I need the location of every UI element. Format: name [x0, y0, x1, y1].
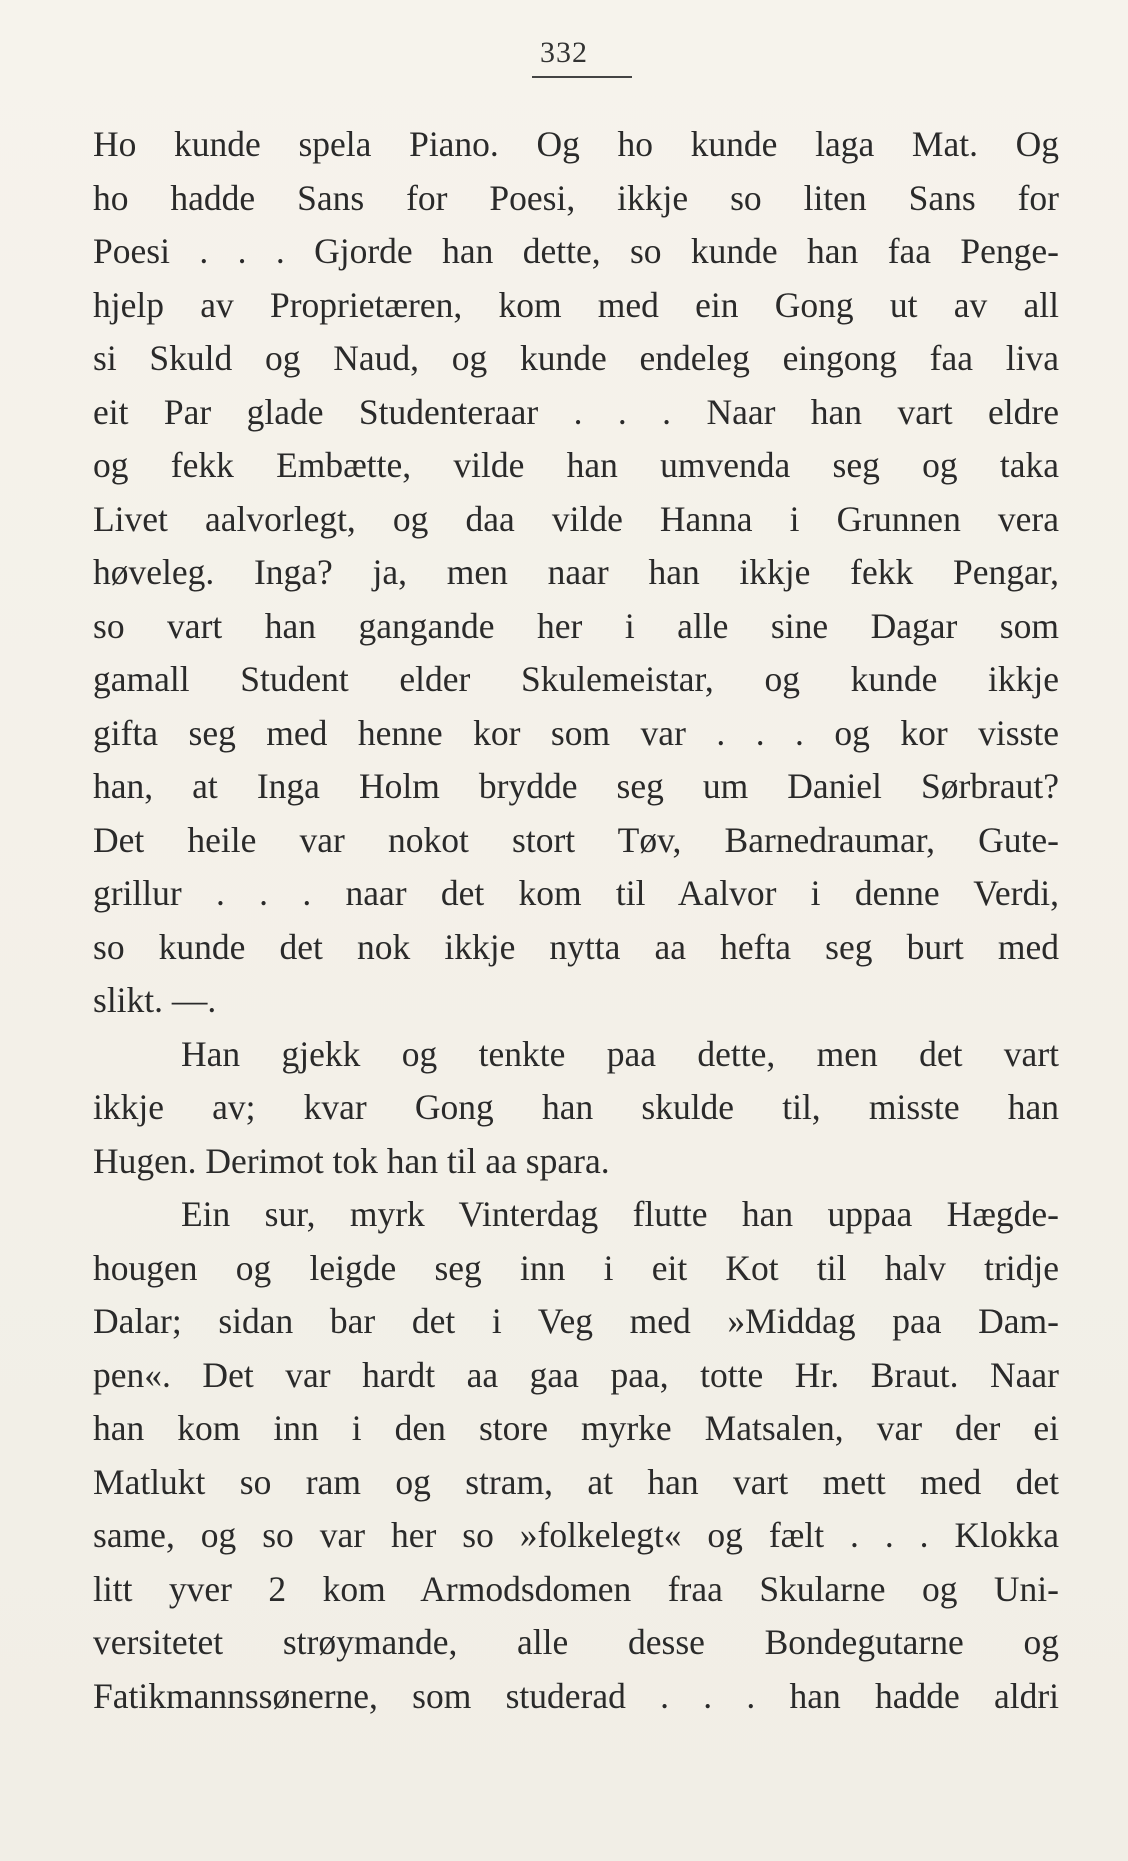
body-text [93, 118, 1059, 1723]
text-line: so vart han gangande her i alle sine Dagar som [93, 605, 1059, 646]
text-line: versitetet strøymande, alle desse Bondegutarne og [93, 1622, 1059, 1662]
text-line: han kom inn i den store myrke Matsalen, var der ei [93, 1408, 1059, 1448]
text-line: Ho kunde spela Piano. Og ho kunde laga Mat. Og [93, 124, 1059, 164]
text-line: si Skuld og Naud, og kunde endeleg eingong faa liva [93, 338, 1059, 378]
text-line: Poesi . . . Gjorde han dette, so kunde han faa Penge- [93, 231, 1059, 271]
text-line: Han gjekk og tenkte paa dette, men det vart [181, 1033, 1059, 1074]
text-line: Ein sur, myrk Vinterdag flutte han uppaa Hægde- [181, 1194, 1059, 1234]
page-number: 332 [540, 36, 588, 69]
text-line: hougen og leigde seg inn i eit Kot til halv tridje [93, 1247, 1059, 1288]
text-line: Fatikmannssønerne, som studerad . . . han hadde aldri [93, 1675, 1059, 1716]
text-line: grillur . . . naar det kom til Aalvor i denne Verdi, [93, 873, 1059, 913]
text-line: ho hadde Sans for Poesi, ikkje so liten Sans for [93, 177, 1059, 218]
text-line: høveleg. Inga? ja, men naar han ikkje fekk Pengar, [93, 552, 1059, 592]
text-line: Det heile var nokot stort Tøv, Barnedraumar, Gute- [93, 819, 1059, 860]
text-line: ikkje av; kvar Gong han skulde til, misste han [93, 1087, 1059, 1127]
text-line: gifta seg med henne kor som var . . . og kor visste [93, 712, 1059, 753]
text-line: so kunde det nok ikkje nytta aa hefta seg burt med [93, 926, 1059, 967]
text-line: slikt. —. [93, 980, 217, 1020]
text-line: pen«. Det var hardt aa gaa paa, totte Hr. Braut. Naar [93, 1354, 1059, 1395]
text-line: Hugen. Derimot tok han til aa spara. [93, 1140, 610, 1181]
text-line: eit Par glade Studenteraar . . . Naar han vart eldre [93, 391, 1059, 432]
text-line: og fekk Embætte, vilde han umvenda seg og taka [93, 445, 1059, 485]
text-line: han, at Inga Holm brydde seg um Daniel Sørbraut? [93, 766, 1059, 806]
text-line: gamall Student elder Skulemeistar, og kunde ikkje [93, 659, 1059, 699]
text-line: litt yver 2 kom Armodsdomen fraa Skularne og Uni- [93, 1568, 1059, 1609]
page-number-rule [532, 76, 632, 78]
text-line: Livet aalvorlegt, og daa vilde Hanna i Grunnen vera [93, 498, 1059, 539]
text-line: hjelp av Proprietæren, kom med ein Gong ut av all [93, 284, 1059, 325]
text-line: Dalar; sidan bar det i Veg med »Middag paa Dam- [93, 1301, 1059, 1341]
text-line: Matlukt so ram og stram, at han vart mett med det [93, 1461, 1059, 1502]
text-line: same, og so var her so »folkelegt« og fælt . . . Klokka [93, 1515, 1059, 1555]
